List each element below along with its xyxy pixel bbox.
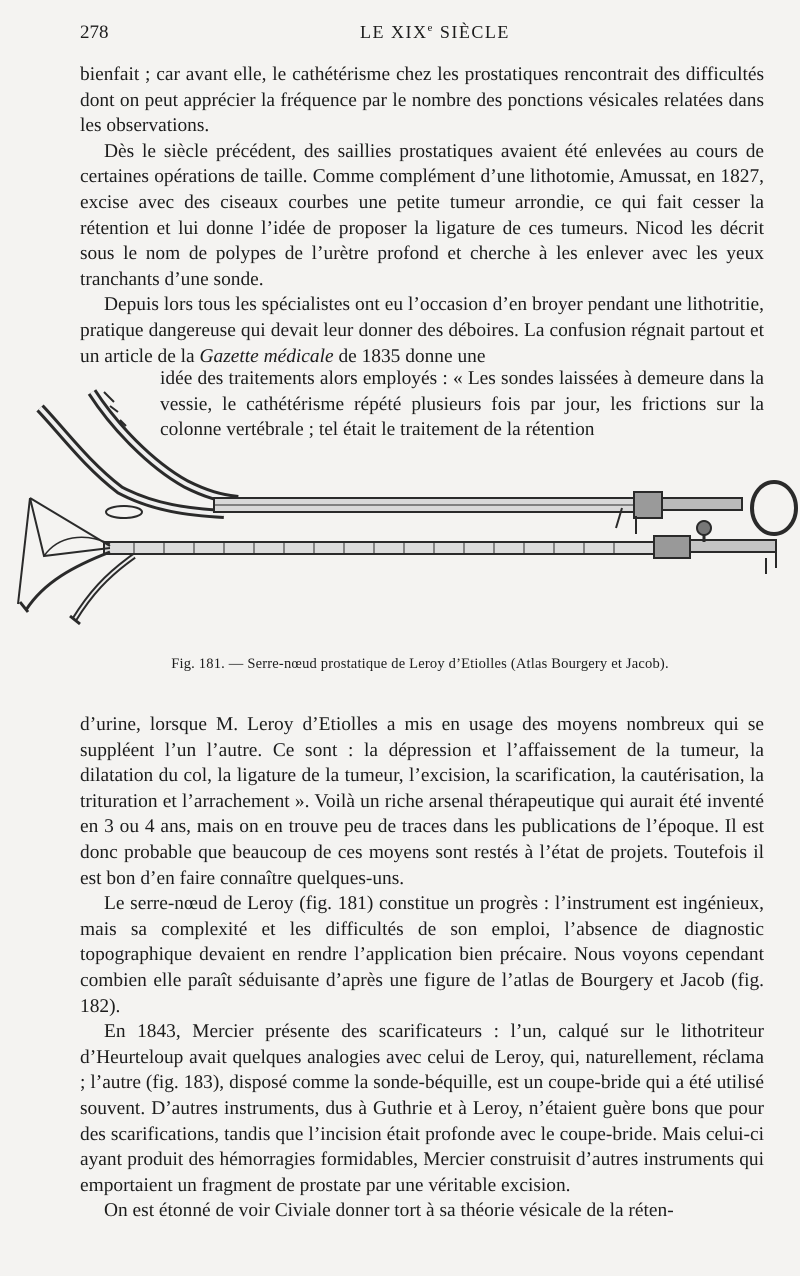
- paragraph-2: Dès le siècle précédent, des saillies prostatiques avaient été enlevées au cours de certaines opérations de taille. Comme complément d’une lithotomie, Amussat, en 1827, excise avec des ciseaux courbes une petite tumeur arrondie, ce qui fait cesser la rétention et lui donne l’idée de proposer la ligature de ces tumeurs. Nicod les décrit sous le nom de polypes de l’urètre profond et cherche à les enlever avec les yeux tranchants d’une sonde.: [80, 140, 764, 290]
- upper-handle-block: [634, 492, 662, 518]
- paragraph-3-text-end: de 1835 donne une: [333, 345, 486, 367]
- page-header: [80, 22, 760, 52]
- ring-handle: [752, 482, 796, 534]
- ligature-loop: [106, 506, 142, 518]
- figure-caption: Fig. 181. — Serre-nœud prostatique de Leroy d’Etiolles (Atlas Bourgery et Jacob).: [171, 656, 669, 672]
- paragraph-3-text: Depuis lors tous les spécialistes ont eu l’occasion d’en broyer pendant une lithotritie, pratique dangereuse qui devait leur donner des déboires. La confusion régnait partout et un article de la: [80, 294, 764, 367]
- running-title-superscript: e: [427, 22, 434, 34]
- paragraph-3-continued: d’urine, lorsque M. Leroy d’Etiolles a mis en usage des moyens nombreux qui se suppléent l’un l’autre. Ce sont : la dépression et l’affaissement de la tumeur, la dilatation du col, la ligature de la tumeur, l’excision, la scarification, la cautérisation, la trituration et l’arrachement ». Voilà un riche arsenal thérapeutique qui aurait été inventé en 3 ou 4 ans, mais on en trouve peu de traces dans les publications de l’époque. Il est donc probable que beaucoup de ces moyens sont restés à l’état de projets. Toutefois il est bon d’en faire connaître quelques-uns.: [80, 714, 764, 889]
- running-title-rest: SIÈCLE: [433, 22, 510, 42]
- text-block-bottom: [80, 712, 764, 1224]
- paragraph-3-start: [80, 292, 764, 369]
- wire-lower: [18, 498, 30, 604]
- curved-beak-upper: [40, 408, 224, 514]
- text-block-top: [80, 62, 764, 369]
- serre-noeud-illustration: [14, 386, 800, 656]
- figure-181: [14, 386, 800, 656]
- running-title-main: LE XIX: [360, 22, 428, 42]
- curved-beak-lower: [74, 556, 134, 620]
- journal-title: Gazette médicale: [199, 345, 334, 367]
- lower-shaft: [104, 542, 684, 554]
- paragraph-3-wrap: idée des traitements alors employés : « Les sondes laissées à demeure dans la vessie, le cathétérisme répété plusieurs fois par jour, les frictions sur la colonne vertébrale ; tel était le traitement de la rétention: [160, 368, 764, 441]
- paragraph-5: En 1843, Mercier présente des scarificateurs : l’un, calqué sur le lithotriteur d’Heurteloup avait quelques analogies avec celui de Leroy, qui, naturellement, réclama ; l’autre (fig. 183), disposé comme la sonde-béquille, est un coupe-bride qui a été utilisé souvent. D’autres instruments, dus à Guthrie et à Leroy, n’étaient guère bons que pour des scarifications, tandis que l’incision était profonde avec le coupe-bride. Mais celui-ci ayant produit des hémorragies formidables, Mercier construisit d’autres instruments qui emportaient un fragment de prostate par une véritable excision.: [80, 1021, 764, 1196]
- paragraph-4: Le serre-nœud de Leroy (fig. 181) constitue un progrès : l’instrument est ingénieux, mais sa complexité et les difficultés de son emploi, l’absence de diagnostic topographique devaient en rendre l’application bien précaire. Nous voyons cependant combien elle paraît séduisante d’après une figure de l’atlas de Bourgery et Jacob (fig. 182).: [80, 893, 764, 1017]
- thumb-screw: [697, 521, 711, 535]
- page-number: 278: [80, 22, 109, 43]
- paragraph-6: On est étonné de voir Civiale donner tort à sa théorie vésicale de la réten-: [104, 1200, 674, 1222]
- lower-handle-block: [654, 536, 690, 558]
- paragraph-1: bienfait ; car avant elle, le cathétérisme chez les prostatiques rencontrait des difficultés dont on peut apprécier la fréquence par le nombre des ponctions vésicales relatées dans les observations.: [80, 64, 764, 137]
- running-title: [360, 22, 510, 43]
